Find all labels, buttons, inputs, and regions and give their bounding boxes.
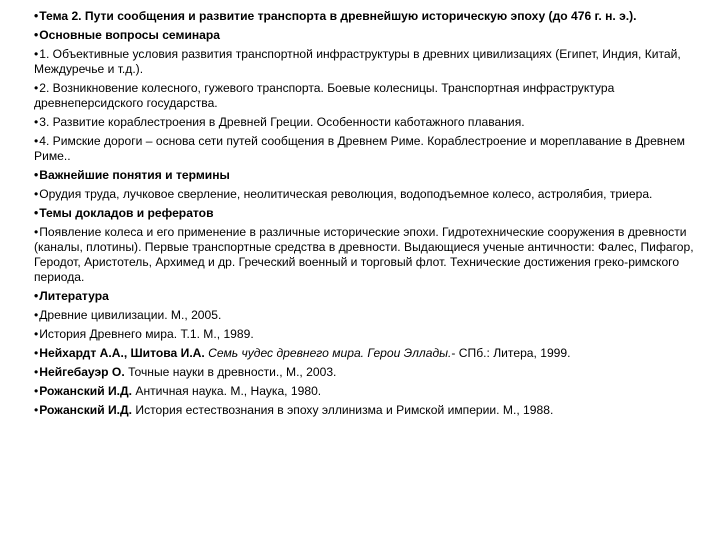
bullet: • [34,346,39,360]
bullet: • [34,168,39,182]
bullet: • [34,81,39,95]
question-text: 2. Возникновение колесного, гужевого транспорта. Боевые колесницы. Транспортная инфраструктура древнеперсидского государства. [34,81,615,110]
bullet: • [34,47,39,61]
section-heading-text: Темы докладов и рефератов [39,206,214,220]
literature-item [34,384,696,399]
literature-item [34,346,696,361]
literature-item [34,308,696,323]
literature-rest: История естествознания в эпоху эллинизма и Римской империи. М., 1988. [132,403,554,417]
bullet: • [34,308,39,322]
section-heading-text: Литература [39,289,109,303]
reports-text: Появление колеса и его применение в различные исторические эпохи. Гидротехнические сооружения в древности (каналы, плотины). Первые транспортные средства в древности. Выдающиеся ученые античности: Фалес, Пифагор, Геродот, Аристотель, Архимед и др. Греческий военный и торговый флот. Технические достижения греко-римского периода. [34,225,694,284]
bullet: • [34,403,39,417]
literature-author: Рожанский И.Д. [39,384,133,398]
bullet: • [34,28,39,42]
bullet: • [34,187,39,201]
topic-title-text: Тема 2. Пути сообщения и развитие транспорта в древнейшую историческую эпоху (до 476 г. н. э.). [39,9,637,23]
literature-author: Нейгебауэр О. [39,365,125,379]
section-heading-terms [34,168,696,183]
topic-title [34,9,696,24]
literature-rest: - СПб.: Литера, 1999. [451,346,571,360]
question-text: 1. Объективные условия развития транспортной инфраструктуры в древних цивилизациях (Египет, Индия, Китай, Междуречье и т.д.). [34,47,681,76]
terms-list [34,187,696,202]
bullet: • [34,384,39,398]
bullet: • [34,134,39,148]
literature-item [34,403,696,418]
question-item [34,47,696,77]
bullet: • [34,327,39,341]
section-heading-text: Основные вопросы семинара [39,28,221,42]
bullet: • [34,225,39,239]
bullet: • [34,115,39,129]
literature-title: Семь чудес древнего мира. Герои Эллады. [204,346,452,360]
section-heading-literature [34,289,696,304]
bullet: • [34,206,39,220]
reports-list [34,225,696,285]
bullet: • [34,9,39,23]
literature-rest: Античная наука. М., Наука, 1980. [132,384,322,398]
terms-text: Орудия труда, лучковое сверление, неолитическая революция, водоподъемное колесо, астролябия, триера. [39,187,653,201]
section-heading-reports [34,206,696,221]
question-text: 4. Римские дороги – основа сети путей сообщения в Древнем Риме. Кораблестроение и мореплавание в Древнем Риме.. [34,134,685,163]
literature-text: История Древнего мира. Т.1. М., 1989. [39,327,254,341]
literature-author: Рожанский И.Д. [39,403,133,417]
section-heading-text: Важнейшие понятия и термины [39,168,230,182]
literature-rest: Точные науки в древности., М., 2003. [124,365,337,379]
question-item [34,115,696,130]
literature-item [34,365,696,380]
question-text: 3. Развитие кораблестроения в Древней Греции. Особенности каботажного плавания. [39,115,525,129]
section-heading-questions [34,28,696,43]
question-item [34,81,696,111]
question-item [34,134,696,164]
bullet: • [34,365,39,379]
literature-author: Нейхардт А.А., Шитова И.А. [39,346,205,360]
literature-item [34,327,696,342]
literature-text: Древние цивилизации. М., 2005. [39,308,222,322]
bullet: • [34,289,39,303]
